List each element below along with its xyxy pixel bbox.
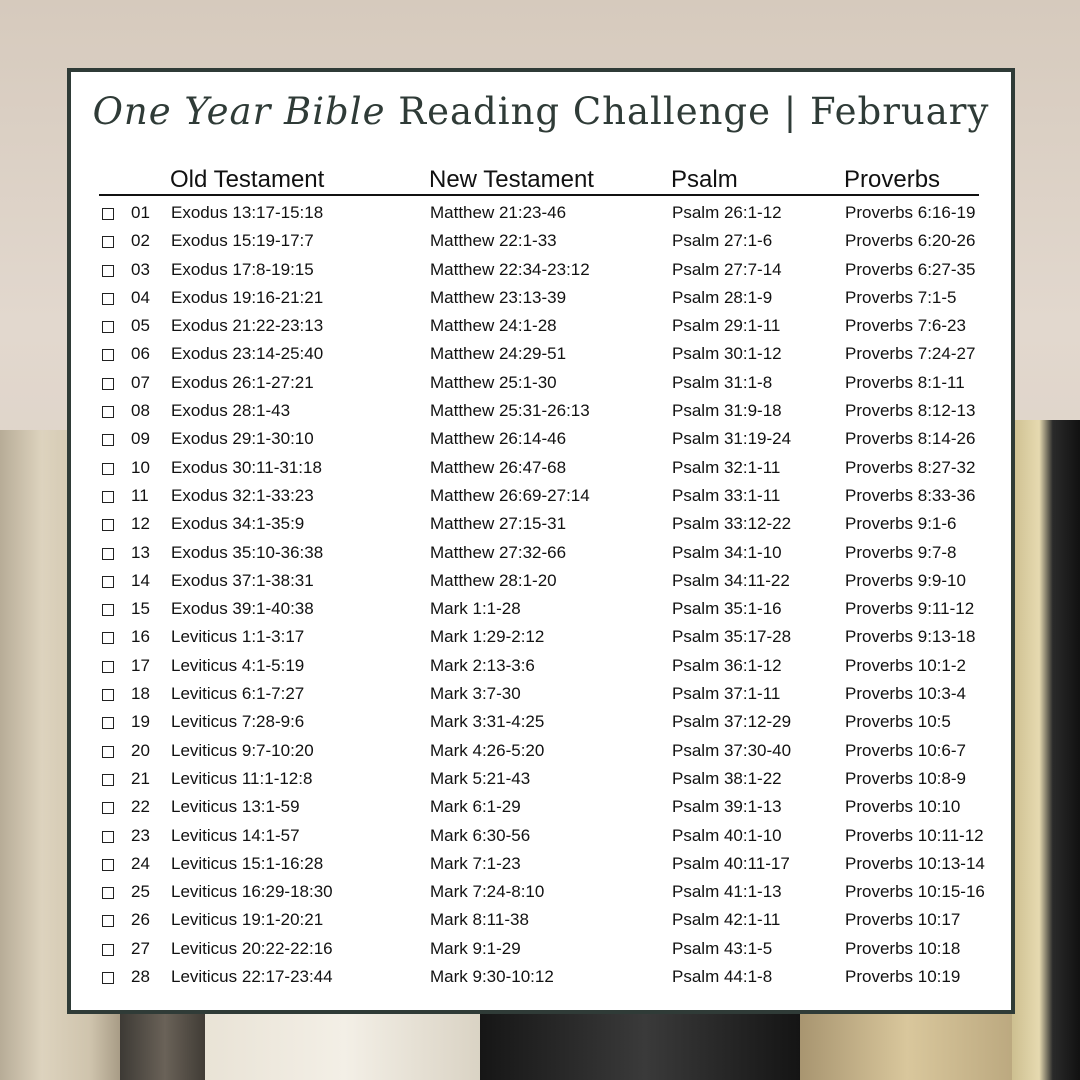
psalm-reading: Psalm 32:1-11 [672, 457, 781, 477]
new-testament-reading: Mark 6:30-56 [430, 825, 531, 845]
new-testament-reading: Mark 3:7-30 [430, 684, 521, 704]
day-number: 16 [131, 627, 150, 647]
proverbs-reading: Proverbs 8:14-26 [845, 429, 976, 449]
header-psalm: Psalm [671, 166, 738, 193]
psalm-reading: Psalm 41:1-13 [672, 882, 782, 902]
old-testament-reading: Leviticus 11:1-12:8 [171, 768, 313, 788]
proverbs-reading: Proverbs 10:10 [845, 797, 961, 817]
day-checkbox[interactable] [102, 463, 114, 475]
old-testament-reading: Exodus 30:11-31:18 [171, 457, 322, 477]
psalm-reading: Psalm 37:30-40 [672, 740, 792, 760]
proverbs-reading: Proverbs 9:13-18 [845, 627, 976, 647]
table-row [71, 340, 1011, 368]
day-checkbox[interactable] [102, 208, 114, 220]
new-testament-reading: Matthew 22:1-33 [430, 231, 557, 251]
day-checkbox[interactable] [102, 972, 114, 984]
proverbs-reading: Proverbs 6:16-19 [845, 203, 976, 222]
background-book-spine [1012, 420, 1080, 1080]
day-checkbox[interactable] [102, 774, 114, 786]
psalm-reading: Psalm 40:11-17 [672, 853, 790, 873]
old-testament-reading: Exodus 34:1-35:9 [171, 514, 305, 534]
page-title [71, 90, 1011, 133]
table-row [71, 369, 1011, 397]
day-number: 23 [131, 825, 150, 845]
table-row [71, 822, 1011, 850]
proverbs-reading: Proverbs 6:20-26 [845, 231, 976, 251]
proverbs-reading: Proverbs 10:17 [845, 910, 961, 930]
new-testament-reading: Mark 3:31-4:25 [430, 712, 545, 732]
table-row [71, 680, 1011, 708]
old-testament-reading: Leviticus 14:1-57 [171, 825, 300, 845]
old-testament-reading: Exodus 17:8-19:15 [171, 259, 314, 279]
day-number: 24 [131, 853, 150, 873]
new-testament-reading: Matthew 26:14-46 [430, 429, 567, 449]
table-row [71, 227, 1011, 255]
new-testament-reading: Matthew 22:34-23:12 [430, 259, 590, 279]
table-row [71, 850, 1011, 878]
psalm-reading: Psalm 33:1-11 [672, 485, 781, 505]
table-row [71, 284, 1011, 312]
day-checkbox[interactable] [102, 604, 114, 616]
new-testament-reading: Mark 6:1-29 [430, 797, 521, 817]
proverbs-reading: Proverbs 10:8-9 [845, 768, 966, 788]
new-testament-reading: Mark 9:30-10:12 [430, 967, 554, 987]
day-checkbox[interactable] [102, 293, 114, 305]
day-checkbox[interactable] [102, 944, 114, 956]
old-testament-reading: Exodus 28:1-43 [171, 401, 291, 421]
table-row [71, 935, 1011, 963]
table-row [71, 708, 1011, 736]
day-number: 25 [131, 882, 150, 902]
table-row [71, 482, 1011, 510]
new-testament-reading: Mark 1:1-28 [430, 599, 521, 619]
psalm-reading: Psalm 31:19-24 [672, 429, 792, 449]
day-number: 04 [131, 287, 150, 307]
proverbs-reading: Proverbs 10:13-14 [845, 853, 985, 873]
old-testament-reading: Leviticus 4:1-5:19 [171, 655, 305, 675]
day-number: 09 [131, 429, 150, 449]
title-rest: Reading Challenge | February [385, 90, 990, 133]
day-number: 07 [131, 372, 150, 392]
old-testament-reading: Leviticus 13:1-59 [171, 797, 300, 817]
proverbs-reading: Proverbs 8:12-13 [845, 401, 976, 421]
old-testament-reading: Leviticus 19:1-20:21 [171, 910, 324, 930]
day-number: 27 [131, 938, 150, 958]
proverbs-reading: Proverbs 10:6-7 [845, 740, 966, 760]
old-testament-reading: Exodus 39:1-40:38 [171, 599, 314, 619]
table-row [71, 312, 1011, 340]
old-testament-reading: Exodus 26:1-27:21 [171, 372, 314, 392]
day-number: 01 [131, 203, 150, 222]
day-number: 20 [131, 740, 150, 760]
reading-table [71, 199, 1011, 991]
psalm-reading: Psalm 37:1-11 [672, 684, 781, 704]
day-checkbox[interactable] [102, 746, 114, 758]
proverbs-reading: Proverbs 8:33-36 [845, 485, 976, 505]
new-testament-reading: Matthew 27:15-31 [430, 514, 567, 534]
old-testament-reading: Exodus 23:14-25:40 [171, 344, 324, 364]
new-testament-reading: Mark 5:21-43 [430, 768, 531, 788]
table-header [99, 164, 979, 196]
old-testament-reading: Exodus 29:1-30:10 [171, 429, 314, 449]
day-number: 06 [131, 344, 150, 364]
new-testament-reading: Matthew 26:69-27:14 [430, 485, 590, 505]
psalm-reading: Psalm 26:1-12 [672, 203, 782, 222]
proverbs-reading: Proverbs 10:19 [845, 967, 961, 987]
proverbs-reading: Proverbs 9:7-8 [845, 542, 957, 562]
old-testament-reading: Leviticus 22:17-23:44 [171, 967, 333, 987]
table-row [71, 737, 1011, 765]
proverbs-reading: Proverbs 10:3-4 [845, 684, 966, 704]
psalm-reading: Psalm 42:1-11 [672, 910, 781, 930]
psalm-reading: Psalm 38:1-22 [672, 768, 782, 788]
day-checkbox[interactable] [102, 236, 114, 248]
title-italic: One Year Bible [92, 90, 386, 133]
new-testament-reading: Mark 7:1-23 [430, 853, 521, 873]
header-old-testament: Old Testament [170, 166, 325, 193]
proverbs-reading: Proverbs 9:1-6 [845, 514, 957, 534]
day-number: 11 [131, 485, 149, 505]
day-checkbox[interactable] [102, 802, 114, 814]
day-number: 14 [131, 570, 150, 590]
psalm-reading: Psalm 43:1-5 [672, 938, 773, 958]
new-testament-reading: Mark 1:29-2:12 [430, 627, 545, 647]
day-number: 05 [131, 316, 150, 336]
proverbs-reading: Proverbs 9:11-12 [845, 599, 975, 619]
proverbs-reading: Proverbs 7:24-27 [845, 344, 976, 364]
proverbs-reading: Proverbs 10:18 [845, 938, 961, 958]
old-testament-reading: Leviticus 6:1-7:27 [171, 684, 305, 704]
old-testament-reading: Exodus 35:10-36:38 [171, 542, 324, 562]
old-testament-reading: Exodus 32:1-33:23 [171, 485, 314, 505]
day-checkbox[interactable] [102, 661, 114, 673]
table-row [71, 595, 1011, 623]
day-checkbox[interactable] [102, 491, 114, 503]
psalm-reading: Psalm 34:1-10 [672, 542, 782, 562]
old-testament-reading: Leviticus 20:22-22:16 [171, 938, 333, 958]
new-testament-reading: Mark 4:26-5:20 [430, 740, 545, 760]
old-testament-reading: Exodus 19:16-21:21 [171, 287, 324, 307]
proverbs-reading: Proverbs 10:11-12 [845, 825, 984, 845]
table-row [71, 963, 1011, 991]
day-checkbox[interactable] [102, 321, 114, 333]
day-checkbox[interactable] [102, 887, 114, 899]
table-row [71, 623, 1011, 651]
proverbs-reading: Proverbs 10:1-2 [845, 655, 966, 675]
day-checkbox[interactable] [102, 632, 114, 644]
day-checkbox[interactable] [102, 717, 114, 729]
old-testament-reading: Leviticus 9:7-10:20 [171, 740, 314, 760]
table-row [71, 256, 1011, 284]
table-row [71, 397, 1011, 425]
psalm-reading: Psalm 30:1-12 [672, 344, 782, 364]
new-testament-reading: Matthew 28:1-20 [430, 570, 557, 590]
new-testament-reading: Matthew 25:31-26:13 [430, 401, 590, 421]
day-number: 19 [131, 712, 150, 732]
new-testament-reading: Mark 9:1-29 [430, 938, 521, 958]
table-row [71, 567, 1011, 595]
new-testament-reading: Matthew 27:32-66 [430, 542, 567, 562]
day-number: 13 [131, 542, 150, 562]
day-checkbox[interactable] [102, 434, 114, 446]
day-number: 10 [131, 457, 150, 477]
day-number: 22 [131, 797, 150, 817]
proverbs-reading: Proverbs 8:1-11 [845, 372, 965, 392]
day-number: 28 [131, 967, 150, 987]
table-row [71, 454, 1011, 482]
day-checkbox[interactable] [102, 576, 114, 588]
reading-plan-card [67, 68, 1015, 1014]
day-number: 12 [131, 514, 150, 534]
old-testament-reading: Exodus 13:17-15:18 [171, 203, 324, 222]
psalm-reading: Psalm 31:1-8 [672, 372, 773, 392]
psalm-reading: Psalm 27:7-14 [672, 259, 782, 279]
day-checkbox[interactable] [102, 859, 114, 871]
new-testament-reading: Matthew 24:29-51 [430, 344, 567, 364]
old-testament-reading: Leviticus 15:1-16:28 [171, 853, 324, 873]
day-checkbox[interactable] [102, 519, 114, 531]
day-number: 18 [131, 684, 150, 704]
new-testament-reading: Mark 2:13-3:6 [430, 655, 535, 675]
table-row [71, 510, 1011, 538]
proverbs-reading: Proverbs 8:27-32 [845, 457, 976, 477]
header-new-testament: New Testament [429, 166, 594, 193]
old-testament-reading: Exodus 37:1-38:31 [171, 570, 314, 590]
old-testament-reading: Leviticus 7:28-9:6 [171, 712, 305, 732]
psalm-reading: Psalm 28:1-9 [672, 287, 773, 307]
table-row [71, 765, 1011, 793]
psalm-reading: Psalm 27:1-6 [672, 231, 773, 251]
table-row [71, 539, 1011, 567]
day-checkbox[interactable] [102, 349, 114, 361]
proverbs-reading: Proverbs 9:9-10 [845, 570, 966, 590]
psalm-reading: Psalm 39:1-13 [672, 797, 782, 817]
new-testament-reading: Matthew 24:1-28 [430, 316, 557, 336]
old-testament-reading: Exodus 21:22-23:13 [171, 316, 324, 336]
day-checkbox[interactable] [102, 915, 114, 927]
old-testament-reading: Leviticus 16:29-18:30 [171, 882, 333, 902]
header-proverbs: Proverbs [844, 166, 941, 193]
day-number: 15 [131, 599, 150, 619]
table-row [71, 652, 1011, 680]
new-testament-reading: Mark 7:24-8:10 [430, 882, 545, 902]
psalm-reading: Psalm 31:9-18 [672, 401, 782, 421]
psalm-reading: Psalm 35:1-16 [672, 599, 782, 619]
table-row [71, 425, 1011, 453]
proverbs-reading: Proverbs 7:1-5 [845, 287, 957, 307]
table-row [71, 199, 1011, 227]
day-number: 26 [131, 910, 150, 930]
day-checkbox[interactable] [102, 831, 114, 843]
new-testament-reading: Matthew 25:1-30 [430, 372, 557, 392]
day-number: 02 [131, 231, 150, 251]
day-checkbox[interactable] [102, 406, 114, 418]
proverbs-reading: Proverbs 10:15-16 [845, 882, 985, 902]
background-book-spine [205, 1005, 485, 1080]
proverbs-reading: Proverbs 7:6-23 [845, 316, 966, 336]
psalm-reading: Psalm 34:11-22 [672, 570, 790, 590]
day-checkbox[interactable] [102, 689, 114, 701]
day-checkbox[interactable] [102, 548, 114, 560]
psalm-reading: Psalm 37:12-29 [672, 712, 792, 732]
psalm-reading: Psalm 35:17-28 [672, 627, 792, 647]
old-testament-reading: Leviticus 1:1-3:17 [171, 627, 305, 647]
psalm-reading: Psalm 29:1-11 [672, 316, 781, 336]
new-testament-reading: Matthew 21:23-46 [430, 203, 567, 222]
psalm-reading: Psalm 40:1-10 [672, 825, 782, 845]
day-checkbox[interactable] [102, 265, 114, 277]
psalm-reading: Psalm 44:1-8 [672, 967, 773, 987]
psalm-reading: Psalm 33:12-22 [672, 514, 792, 534]
new-testament-reading: Mark 8:11-38 [430, 910, 529, 930]
new-testament-reading: Matthew 26:47-68 [430, 457, 567, 477]
proverbs-reading: Proverbs 10:5 [845, 712, 951, 732]
day-number: 08 [131, 401, 150, 421]
new-testament-reading: Matthew 23:13-39 [430, 287, 567, 307]
old-testament-reading: Exodus 15:19-17:7 [171, 231, 314, 251]
proverbs-reading: Proverbs 6:27-35 [845, 259, 976, 279]
table-row [71, 906, 1011, 934]
day-number: 17 [131, 655, 150, 675]
day-checkbox[interactable] [102, 378, 114, 390]
psalm-reading: Psalm 36:1-12 [672, 655, 782, 675]
table-row [71, 793, 1011, 821]
day-number: 21 [131, 768, 150, 788]
table-row [71, 878, 1011, 906]
day-number: 03 [131, 259, 150, 279]
